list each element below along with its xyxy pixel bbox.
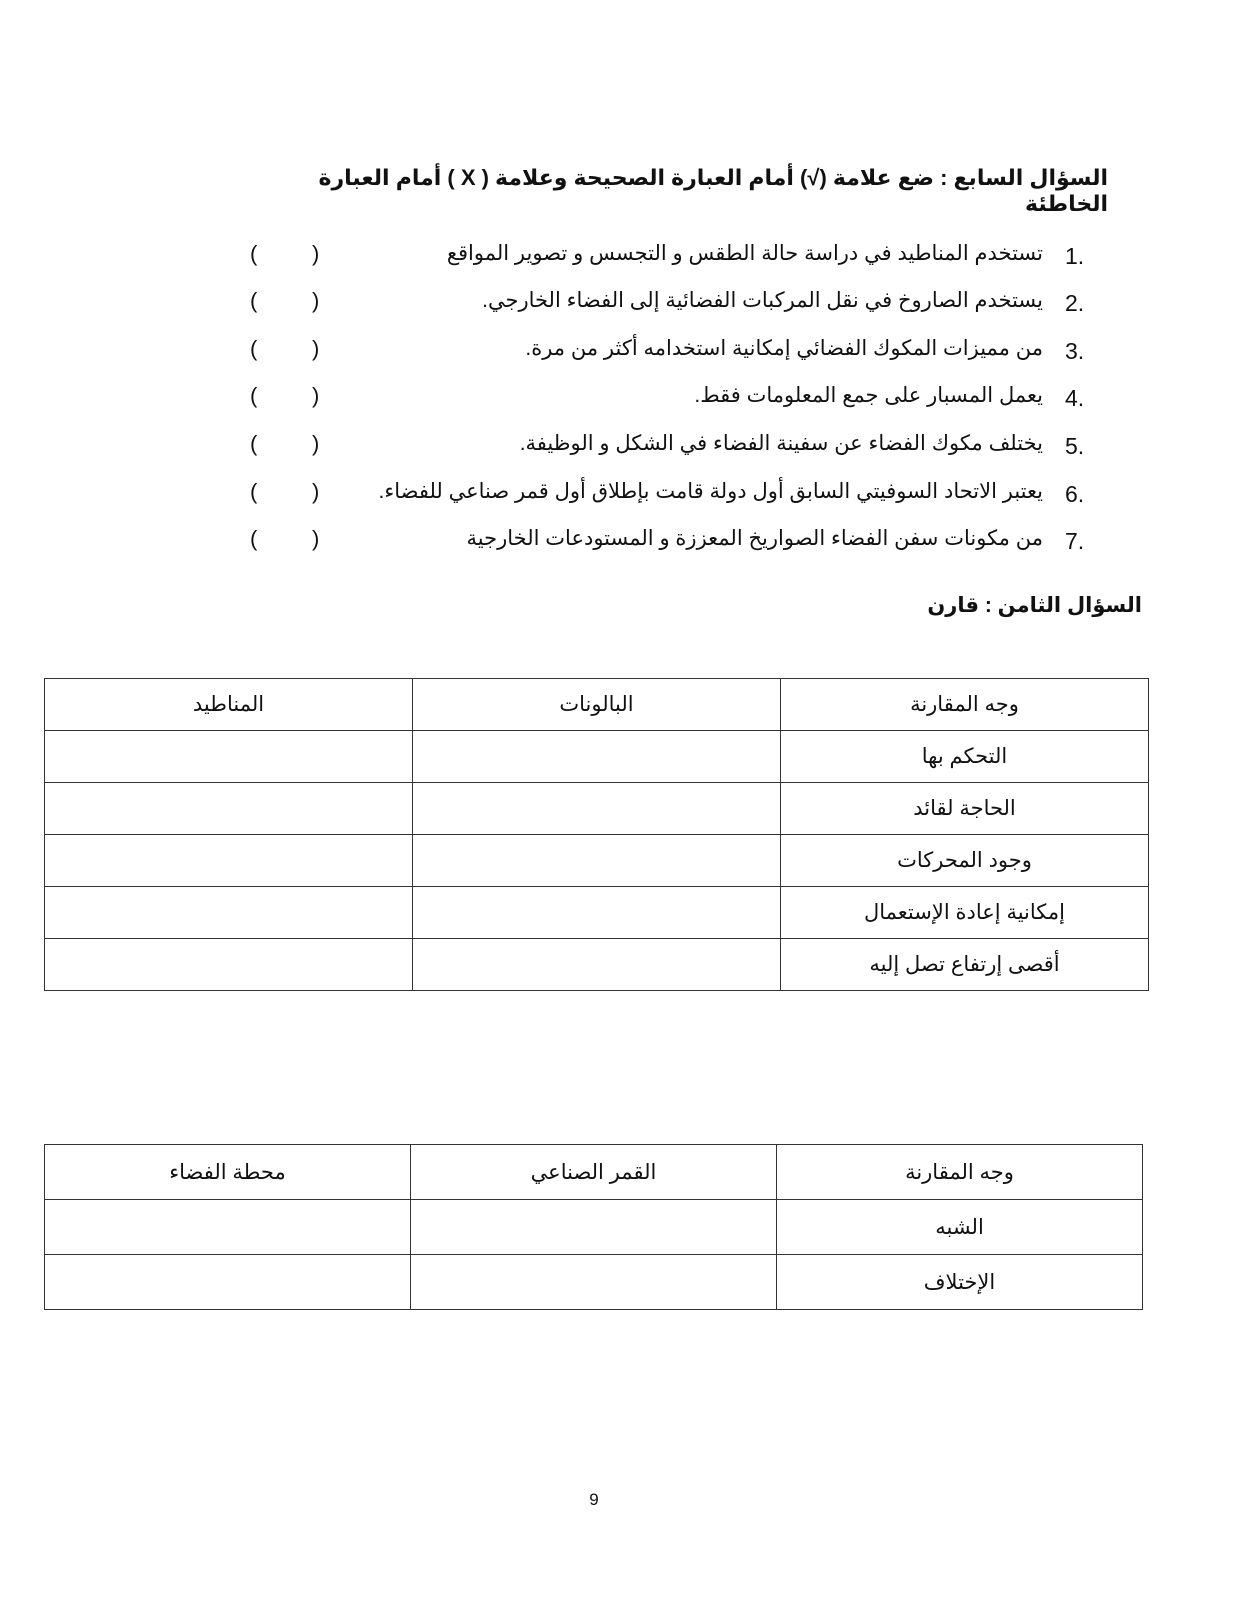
row-label-cell: إمكانية إعادة الإستعمال xyxy=(780,887,1148,939)
row-label-cell: الحاجة لقائد xyxy=(780,783,1148,835)
answer-paren-open[interactable]: ( xyxy=(312,241,320,266)
statement-item xyxy=(230,475,1105,515)
table-row xyxy=(45,1255,1143,1310)
statement-number: 6. xyxy=(1065,481,1085,507)
answer-paren-open[interactable]: ( xyxy=(312,479,320,504)
answer-cell[interactable] xyxy=(45,1200,411,1255)
question-7-title: السؤال السابع : ضع علامة (√) أمام العبارة الصحيحة وعلامة ( X ) أمام العبارة الخاطئة xyxy=(318,165,1108,216)
answer-cell[interactable] xyxy=(413,731,781,783)
header-cell: محطة الفضاء xyxy=(45,1145,411,1200)
statement-text: من مكونات سفن الفضاء الصواريخ المعززة و المستودعات الخارجية xyxy=(466,527,1043,550)
answer-cell[interactable] xyxy=(410,1255,776,1310)
question-8-title: السؤال الثامن : قارن xyxy=(927,594,1142,617)
page-number: 9 xyxy=(589,1490,599,1509)
header-cell: المناطيد xyxy=(45,679,413,731)
row-label-cell: التحكم بها xyxy=(780,731,1148,783)
row-label-cell: وجود المحركات xyxy=(780,835,1148,887)
statement-number: 3. xyxy=(1065,338,1085,364)
statement-item xyxy=(230,332,1105,372)
answer-cell[interactable] xyxy=(413,887,781,939)
statement-number: 1. xyxy=(1065,243,1085,269)
answer-paren-close[interactable]: ) xyxy=(250,479,258,504)
table-row xyxy=(45,1200,1143,1255)
statement-text: من مميزات المكوك الفضائي إمكانية استخدامه أكثر من مرة. xyxy=(525,337,1043,360)
statement-item xyxy=(230,284,1105,324)
table-header-row xyxy=(45,679,1149,731)
statement-item xyxy=(230,237,1105,277)
table-row xyxy=(45,939,1149,991)
answer-paren-open[interactable]: ( xyxy=(312,336,320,361)
table-row xyxy=(45,731,1149,783)
comparison-table-balloons-airships xyxy=(44,678,1149,991)
table-header-row xyxy=(45,1145,1143,1200)
comparison-table-satellite-station xyxy=(44,1144,1143,1310)
statement-number: 7. xyxy=(1065,528,1085,554)
row-label-cell: الإختلاف xyxy=(777,1255,1143,1310)
answer-paren-open[interactable]: ( xyxy=(312,526,320,551)
row-label-cell: الشبه xyxy=(777,1200,1143,1255)
header-cell: وجه المقارنة xyxy=(777,1145,1143,1200)
statement-number: 5. xyxy=(1065,433,1085,459)
answer-cell[interactable] xyxy=(45,783,413,835)
answer-paren-open[interactable]: ( xyxy=(312,288,320,313)
answer-cell[interactable] xyxy=(45,1255,411,1310)
statement-item xyxy=(230,427,1105,467)
answer-cell[interactable] xyxy=(45,939,413,991)
statement-text: يختلف مكوك الفضاء عن سفينة الفضاء في الشكل و الوظيفة. xyxy=(519,432,1043,455)
statement-item xyxy=(230,379,1105,419)
statement-number: 2. xyxy=(1065,290,1085,316)
header-cell: القمر الصناعي xyxy=(410,1145,776,1200)
header-cell: البالونات xyxy=(413,679,781,731)
answer-cell[interactable] xyxy=(410,1200,776,1255)
table-row xyxy=(45,783,1149,835)
statement-text: يعمل المسبار على جمع المعلومات فقط. xyxy=(694,384,1043,407)
answer-paren-close[interactable]: ) xyxy=(250,526,258,551)
answer-cell[interactable] xyxy=(45,887,413,939)
answer-paren-open[interactable]: ( xyxy=(312,431,320,456)
answer-cell[interactable] xyxy=(413,939,781,991)
answer-paren-close[interactable]: ) xyxy=(250,336,258,361)
answer-paren-close[interactable]: ) xyxy=(250,431,258,456)
statement-number: 4. xyxy=(1065,385,1085,411)
answer-paren-close[interactable]: ) xyxy=(250,383,258,408)
header-cell: وجه المقارنة xyxy=(780,679,1148,731)
statement-item xyxy=(230,522,1105,562)
statement-text: يعتبر الاتحاد السوفيتي السابق أول دولة قامت بإطلاق أول قمر صناعي للفضاء. xyxy=(378,480,1043,503)
answer-paren-close[interactable]: ) xyxy=(250,288,258,313)
answer-paren-open[interactable]: ( xyxy=(312,383,320,408)
answer-cell[interactable] xyxy=(45,835,413,887)
answer-cell[interactable] xyxy=(413,835,781,887)
table-row xyxy=(45,835,1149,887)
answer-cell[interactable] xyxy=(45,731,413,783)
table-row xyxy=(45,887,1149,939)
answer-cell[interactable] xyxy=(413,783,781,835)
statement-text: يستخدم الصاروخ في نقل المركبات الفضائية إلى الفضاء الخارجي. xyxy=(482,289,1043,312)
row-label-cell: أقصى إرتفاع تصل إليه xyxy=(780,939,1148,991)
answer-paren-close[interactable]: ) xyxy=(250,241,258,266)
statement-text: تستخدم المناطيد في دراسة حالة الطقس و التجسس و تصوير المواقع xyxy=(446,242,1043,265)
